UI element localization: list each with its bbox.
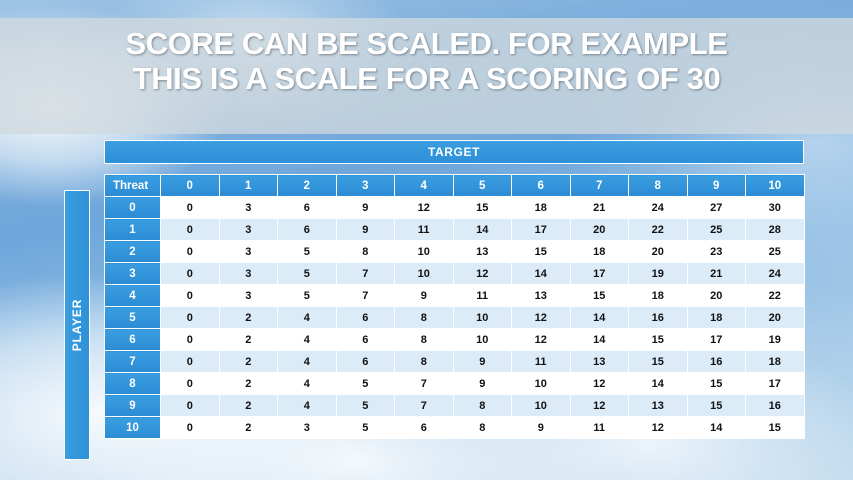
table-cell: 2 bbox=[219, 417, 278, 439]
table-cell: 15 bbox=[687, 395, 746, 417]
table-cell: 13 bbox=[570, 351, 629, 373]
table-cell: 9 bbox=[395, 285, 454, 307]
table-cell: 4 bbox=[278, 351, 337, 373]
table-cell: 4 bbox=[278, 329, 337, 351]
table-cell: 0 bbox=[161, 219, 220, 241]
table-cell: 2 bbox=[219, 351, 278, 373]
table-corner-header: Threat bbox=[105, 175, 161, 197]
table-cell: 6 bbox=[278, 219, 337, 241]
row-header: 5 bbox=[105, 307, 161, 329]
table-cell: 15 bbox=[746, 417, 805, 439]
table-header bbox=[105, 175, 805, 197]
table-cell: 28 bbox=[746, 219, 805, 241]
table-cell: 18 bbox=[746, 351, 805, 373]
table-cell: 13 bbox=[512, 285, 571, 307]
table-cell: 11 bbox=[453, 285, 512, 307]
table-cell: 9 bbox=[453, 373, 512, 395]
table-cell: 8 bbox=[395, 307, 454, 329]
table-cell: 22 bbox=[629, 219, 688, 241]
table-row bbox=[105, 285, 805, 307]
table-cell: 0 bbox=[161, 241, 220, 263]
table-cell: 15 bbox=[629, 351, 688, 373]
table-cell: 18 bbox=[629, 285, 688, 307]
row-header: 1 bbox=[105, 219, 161, 241]
table-cell: 9 bbox=[336, 197, 395, 219]
table-cell: 11 bbox=[395, 219, 454, 241]
table-cell: 8 bbox=[395, 351, 454, 373]
column-header: 0 bbox=[161, 175, 220, 197]
table-cell: 20 bbox=[687, 285, 746, 307]
table-row bbox=[105, 197, 805, 219]
table-cell: 3 bbox=[278, 417, 337, 439]
table-cell: 0 bbox=[161, 329, 220, 351]
table-cell: 16 bbox=[746, 395, 805, 417]
table-cell: 2 bbox=[219, 373, 278, 395]
table-row bbox=[105, 329, 805, 351]
table-cell: 5 bbox=[278, 241, 337, 263]
table-cell: 25 bbox=[687, 219, 746, 241]
table-row bbox=[105, 307, 805, 329]
table-row bbox=[105, 241, 805, 263]
column-header: 6 bbox=[512, 175, 571, 197]
table-cell: 0 bbox=[161, 307, 220, 329]
table-cell: 14 bbox=[570, 329, 629, 351]
table-cell: 18 bbox=[570, 241, 629, 263]
table-cell: 6 bbox=[336, 351, 395, 373]
table-cell: 19 bbox=[746, 329, 805, 351]
column-header: 4 bbox=[395, 175, 454, 197]
table-cell: 3 bbox=[219, 241, 278, 263]
player-axis-label-text: PLAYER bbox=[70, 298, 84, 352]
table-cell: 14 bbox=[453, 219, 512, 241]
table-cell: 17 bbox=[570, 263, 629, 285]
table-cell: 10 bbox=[395, 263, 454, 285]
row-header: 2 bbox=[105, 241, 161, 263]
table-cell: 12 bbox=[512, 329, 571, 351]
table-cell: 19 bbox=[629, 263, 688, 285]
table-cell: 12 bbox=[453, 263, 512, 285]
table-row bbox=[105, 219, 805, 241]
column-header: 10 bbox=[746, 175, 805, 197]
row-header: 9 bbox=[105, 395, 161, 417]
column-header: 3 bbox=[336, 175, 395, 197]
table-cell: 8 bbox=[395, 329, 454, 351]
column-header: 2 bbox=[278, 175, 337, 197]
table-cell: 10 bbox=[512, 395, 571, 417]
table-cell: 7 bbox=[336, 285, 395, 307]
table-cell: 30 bbox=[746, 197, 805, 219]
table-cell: 12 bbox=[570, 395, 629, 417]
table-cell: 10 bbox=[453, 307, 512, 329]
table-cell: 14 bbox=[512, 263, 571, 285]
table-cell: 15 bbox=[512, 241, 571, 263]
column-header: 7 bbox=[570, 175, 629, 197]
table-cell: 9 bbox=[512, 417, 571, 439]
table-cell: 2 bbox=[219, 329, 278, 351]
score-matrix-table bbox=[104, 174, 805, 439]
table-cell: 15 bbox=[629, 329, 688, 351]
table-cell: 21 bbox=[687, 263, 746, 285]
table-cell: 16 bbox=[629, 307, 688, 329]
table-cell: 10 bbox=[395, 241, 454, 263]
row-header: 3 bbox=[105, 263, 161, 285]
table-cell: 0 bbox=[161, 197, 220, 219]
table-cell: 8 bbox=[453, 417, 512, 439]
table-cell: 24 bbox=[629, 197, 688, 219]
row-header: 4 bbox=[105, 285, 161, 307]
table-cell: 6 bbox=[336, 307, 395, 329]
table-row bbox=[105, 351, 805, 373]
row-header: 0 bbox=[105, 197, 161, 219]
table-cell: 3 bbox=[219, 263, 278, 285]
table-cell: 11 bbox=[512, 351, 571, 373]
table-cell: 5 bbox=[278, 263, 337, 285]
column-header: 8 bbox=[629, 175, 688, 197]
table-row bbox=[105, 373, 805, 395]
table-cell: 12 bbox=[395, 197, 454, 219]
table-row bbox=[105, 395, 805, 417]
table-row bbox=[105, 263, 805, 285]
table-cell: 5 bbox=[336, 417, 395, 439]
table-cell: 13 bbox=[629, 395, 688, 417]
table-cell: 7 bbox=[336, 263, 395, 285]
table-cell: 2 bbox=[219, 395, 278, 417]
table-header-row bbox=[105, 175, 805, 197]
page-title-line-2: THIS IS A SCALE FOR A SCORING OF 30 bbox=[132, 61, 721, 96]
table-cell: 5 bbox=[278, 285, 337, 307]
table-cell: 17 bbox=[746, 373, 805, 395]
target-axis-label bbox=[104, 140, 804, 164]
table-cell: 17 bbox=[687, 329, 746, 351]
table-cell: 14 bbox=[570, 307, 629, 329]
table-cell: 7 bbox=[395, 395, 454, 417]
table-cell: 25 bbox=[746, 241, 805, 263]
table-cell: 4 bbox=[278, 373, 337, 395]
table-cell: 2 bbox=[219, 307, 278, 329]
table-cell: 16 bbox=[687, 351, 746, 373]
table-cell: 22 bbox=[746, 285, 805, 307]
table-cell: 12 bbox=[629, 417, 688, 439]
table-cell: 20 bbox=[746, 307, 805, 329]
target-axis-label-text: TARGET bbox=[427, 145, 481, 159]
table-cell: 5 bbox=[336, 373, 395, 395]
table-cell: 24 bbox=[746, 263, 805, 285]
column-header: 9 bbox=[687, 175, 746, 197]
table-cell: 12 bbox=[570, 373, 629, 395]
table-cell: 14 bbox=[629, 373, 688, 395]
table-cell: 8 bbox=[453, 395, 512, 417]
table-cell: 20 bbox=[629, 241, 688, 263]
table-cell: 8 bbox=[336, 241, 395, 263]
table-cell: 3 bbox=[219, 219, 278, 241]
table-row bbox=[105, 417, 805, 439]
table-cell: 0 bbox=[161, 373, 220, 395]
table-cell: 9 bbox=[453, 351, 512, 373]
table-cell: 3 bbox=[219, 285, 278, 307]
column-header: 5 bbox=[453, 175, 512, 197]
table-cell: 4 bbox=[278, 395, 337, 417]
table-cell: 27 bbox=[687, 197, 746, 219]
table-cell: 18 bbox=[687, 307, 746, 329]
row-header: 10 bbox=[105, 417, 161, 439]
table-cell: 20 bbox=[570, 219, 629, 241]
table-cell: 5 bbox=[336, 395, 395, 417]
table-cell: 0 bbox=[161, 263, 220, 285]
page-title-line-1: SCORE CAN BE SCALED. FOR EXAMPLE bbox=[125, 26, 728, 61]
table-cell: 13 bbox=[453, 241, 512, 263]
table-cell: 18 bbox=[512, 197, 571, 219]
table-cell: 0 bbox=[161, 285, 220, 307]
table-cell: 7 bbox=[395, 373, 454, 395]
table-cell: 15 bbox=[453, 197, 512, 219]
table-cell: 15 bbox=[687, 373, 746, 395]
table-cell: 0 bbox=[161, 417, 220, 439]
row-header: 8 bbox=[105, 373, 161, 395]
table-cell: 12 bbox=[512, 307, 571, 329]
table-cell: 11 bbox=[570, 417, 629, 439]
table-cell: 10 bbox=[453, 329, 512, 351]
table-cell: 4 bbox=[278, 307, 337, 329]
table-cell: 17 bbox=[512, 219, 571, 241]
table-cell: 14 bbox=[687, 417, 746, 439]
column-header: 1 bbox=[219, 175, 278, 197]
table-cell: 6 bbox=[278, 197, 337, 219]
table-cell: 0 bbox=[161, 351, 220, 373]
table-cell: 0 bbox=[161, 395, 220, 417]
page-title bbox=[0, 26, 853, 96]
table-cell: 3 bbox=[219, 197, 278, 219]
row-header: 6 bbox=[105, 329, 161, 351]
table-body bbox=[105, 197, 805, 439]
table-cell: 21 bbox=[570, 197, 629, 219]
table-cell: 6 bbox=[395, 417, 454, 439]
row-header: 7 bbox=[105, 351, 161, 373]
table-cell: 23 bbox=[687, 241, 746, 263]
player-axis-label bbox=[64, 190, 90, 460]
table-cell: 10 bbox=[512, 373, 571, 395]
table-cell: 9 bbox=[336, 219, 395, 241]
table-cell: 6 bbox=[336, 329, 395, 351]
table-cell: 15 bbox=[570, 285, 629, 307]
